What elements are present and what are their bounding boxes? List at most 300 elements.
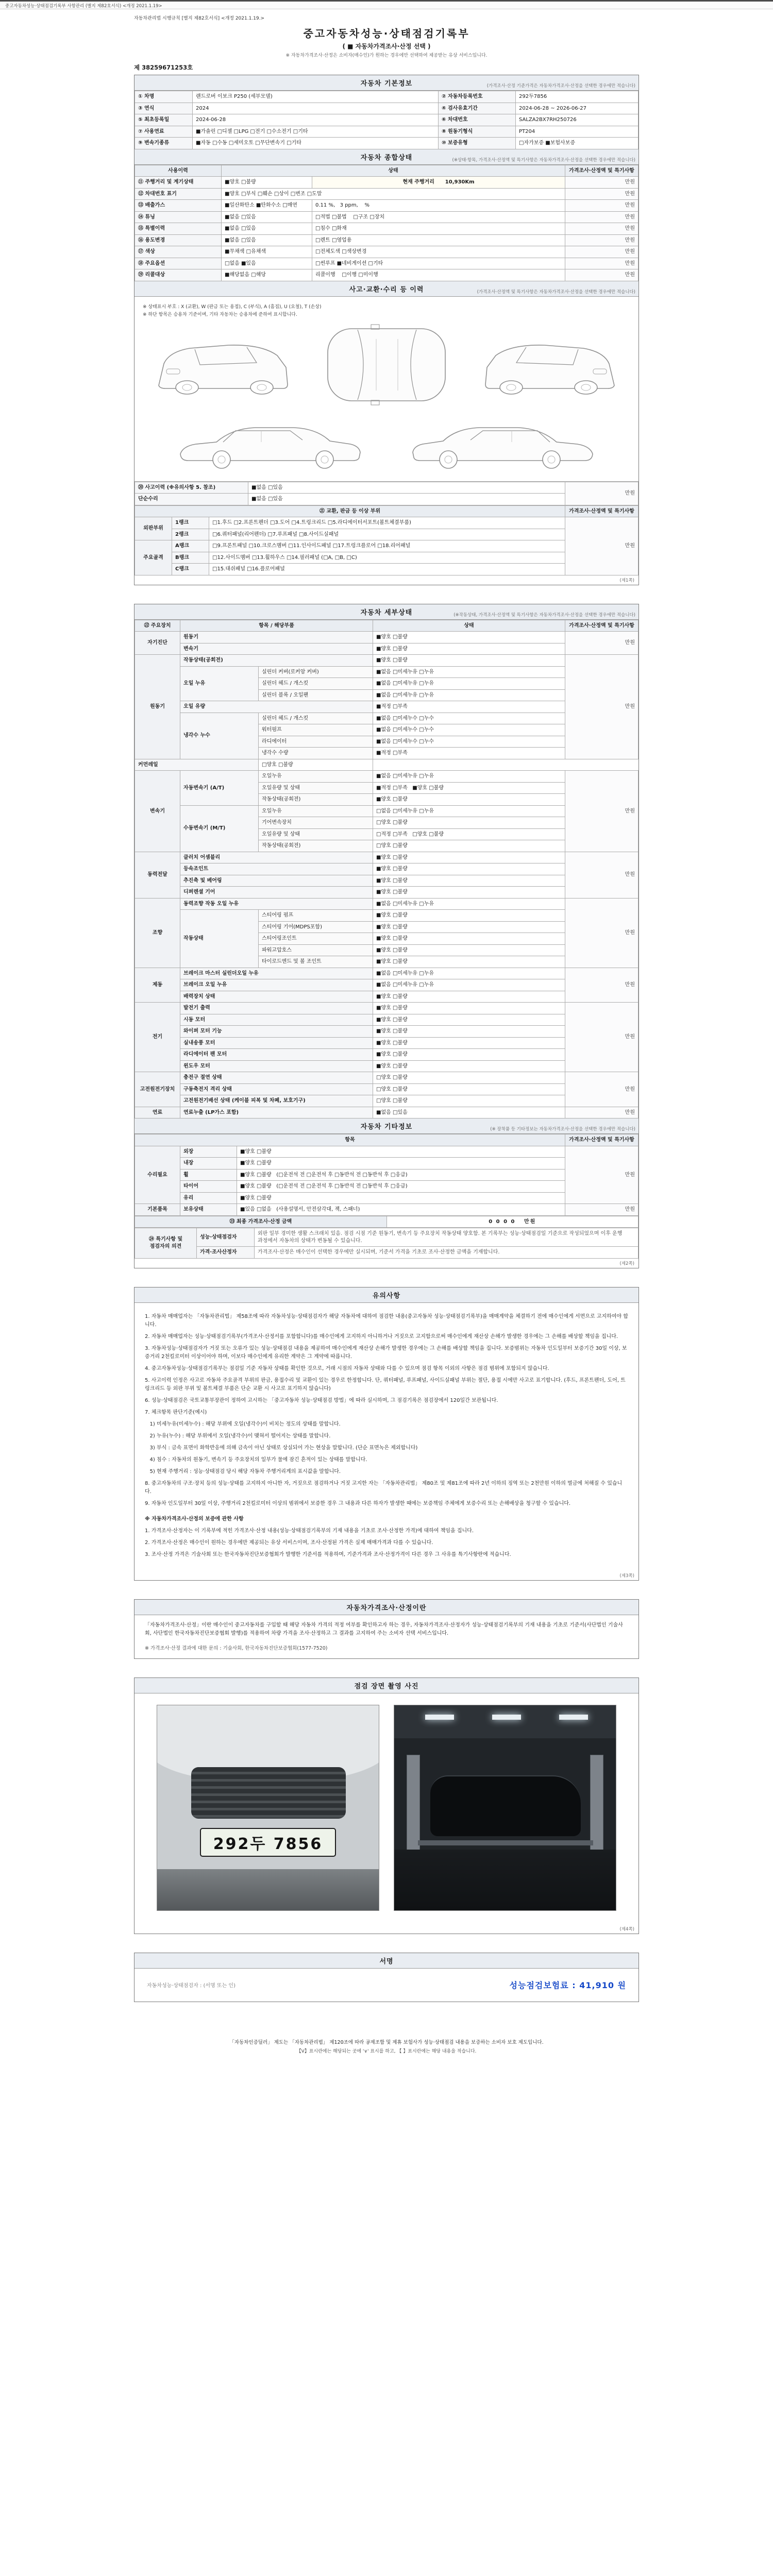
table-row (135, 1204, 638, 1216)
table-cell: □12.사이드멤버 □13.휠하우스 □14.필러패널 (□A, □B, □C) (209, 552, 565, 564)
inspection-valid-period: 2024-06-28 ~ 2026-06-27 (516, 103, 638, 114)
table-cell: 오일유량 및 상태 (259, 782, 373, 794)
table-cell: 라디에이터 (259, 736, 373, 748)
etc-info-table (135, 1134, 638, 1216)
table-row (135, 1107, 638, 1118)
insurance-fee: 성능점검보험료 : 41,910 원 (509, 1980, 626, 1990)
table-cell: ■없음 □미세누유 □누유 (373, 979, 565, 991)
table-cell: ■양호 □불량 (373, 921, 565, 933)
section-note: (※ 장착품 등 기타정보는 자동차가격조사·산정을 선택한 경우에만 적습니다) (490, 1127, 635, 1132)
top-bar-text: 중고자동차성능·상태점검기록부 사항관리 (별지 제82호서식) <개정 2021.1.19> (5, 4, 162, 9)
diagram-note: ※ 하단 항목은 승용차 기준이며, 기타 자동차는 승용차에 준하여 표시합니다. (143, 312, 297, 317)
table-row (135, 138, 638, 149)
car-diagram-top-view-icon (320, 324, 453, 406)
table-cell: 동력전달 (135, 852, 180, 898)
table-cell: ■일산화탄소 ■탄화수소 □매연 (222, 200, 312, 212)
table-cell: ③ 연식 (135, 103, 193, 114)
table-cell: ■양호 □불량 (373, 956, 565, 968)
table-cell: 수동변속기 (M/T) (180, 805, 259, 852)
table-cell: □양호 □불량 (373, 817, 565, 829)
section-title: 사고·교환·수리 등 이력 (349, 285, 424, 294)
table-cell: 냉각수 누수 (180, 713, 259, 759)
signature-section (134, 1953, 639, 2002)
table-cell: 성능·상태점검자 (197, 1228, 255, 1247)
table-row (135, 211, 638, 223)
table-row (135, 1192, 638, 1204)
table-cell: 오일 유량 (180, 701, 373, 713)
section-note: (가격조사·산정 기준가격은 자동차가격조사·산정을 선택한 경우에만 적습니다) (486, 83, 635, 89)
section-title: 자동차 기본정보 (360, 80, 413, 88)
table-cell: 만원 (565, 269, 638, 281)
table-cell: 타이어 (180, 1181, 237, 1193)
table-row (135, 552, 638, 564)
table-cell: 보유상태 (180, 1204, 237, 1216)
table-row (135, 1134, 638, 1146)
table-row (135, 1014, 638, 1026)
notice-item: 2) 누유(누수) : 해당 부위에서 오일(냉각수)이 맺혀서 떨어지는 상태를 말합니다. (145, 1433, 331, 1439)
table-row (135, 1049, 638, 1061)
notice-item: 3. 조사·산정 가격은 기술사회 또는 한국자동차진단보증협회가 발행한 기준서를 적용하며, 기준가격과 조사·산정가격이 다른 경우 그 사유를 특기사항란에 적습니다. (145, 1551, 511, 1557)
appraiser-opinion: 가격조사·산정은 매수인이 선택한 경우에만 실시되며, 기준서 가격을 기초로 조사·산정한 금액을 기재합니다. (255, 1247, 638, 1259)
notice-item: 2. 가격조사·산정은 매수인이 원하는 경우에만 제공되는 유상 서비스이며, 조사·산정된 가격은 실제 매매가격과 다를 수 있습니다. (145, 1539, 433, 1546)
photo-license-plate (157, 1705, 379, 1911)
table-cell: ■없음 □미세누유 □누유 (373, 666, 565, 678)
section-title: 서명 (379, 1957, 394, 1965)
section-note: (※작동상태, 가격조사·산정액 및 특기사항은 자동차가격조사·산정을 선택한 경우에만 적습니다) (453, 612, 635, 618)
table-row (135, 713, 638, 724)
table-cell: ⑨ 변속기종류 (135, 138, 193, 149)
page-marker: (제2쪽) (619, 1261, 634, 1266)
model-year: 2024 (193, 103, 439, 114)
inspection-photos (135, 1693, 638, 1924)
table-cell: ■적정 □부족 (373, 701, 565, 713)
table-row (135, 188, 638, 200)
table-row (135, 1181, 638, 1193)
table-row (135, 1158, 638, 1170)
table-row (135, 540, 638, 552)
car-diagram-front-quarter-icon (146, 324, 300, 406)
notice-item: 5. 사고이력 인정은 사고로 자동차 주요골격 부위의 판금, 용접수리 및 교환이 있는 경우로 한정합니다. 단, 쿼터패널, 루프패널, 사이드실패널 부위는 절단, 용접 시에만 사고로 표기합니다. (후드, 프론트펜더, 도어, 트렁크리드 등 외판 부위 및 볼트체결 부품은 단순 교환 시 사고로 표기하지 않습니다) (145, 1377, 626, 1392)
table-row (135, 517, 638, 529)
table-cell: ■없음 □미세누수 □누수 (373, 724, 565, 736)
table-cell: B랭크 (172, 552, 209, 564)
table-row (135, 771, 638, 783)
table-cell: ■없음 □미세누유 □누유 (373, 678, 565, 690)
basic-info-table (135, 91, 638, 149)
pricing-info-note: ※ 가격조사·산정 결과에 대한 문의 : 기술사회, 한국자동차진단보증협회(1577-7520) (145, 1645, 328, 1651)
table-cell: ⑳ 사고이력 (※유의사항 5. 참조) (135, 482, 248, 494)
notice-item: 3) 부식 : 금속 표면이 화학반응에 의해 금속이 아닌 상태로 상실되어 가는 현상을 말합니다. (단순 표면녹은 제외합니다) (145, 1445, 418, 1451)
table-cell: 항목 / 해당부품 (180, 620, 373, 632)
table-cell: 만원 (565, 1107, 638, 1118)
notice-item: 2. 자동차 매매업자는 성능·상태점검기록부(가격조사·산정서를 포함합니다)를 매수인에게 고지하지 아니하거나 거짓으로 고지함으로써 매수인에게 재산상 손해가 발생한 경우에는 그 손해를 배상할 책임을 집니다. (145, 1333, 618, 1340)
table-row (135, 246, 638, 258)
table-row (135, 968, 638, 979)
table-row (135, 114, 638, 126)
table-cell: ■양호 □불량 (□운전석 전 □운전석 후 □동반석 전 □동반석 후 □응급) (237, 1181, 565, 1193)
page-marker: (제3쪽) (619, 1573, 634, 1579)
table-cell: 가격조사·산정액 및 특기사항 (565, 165, 638, 177)
current-mileage: 현재 주행거리 10,930Km (312, 177, 565, 189)
table-row (135, 863, 638, 875)
table-cell: 만원 (565, 655, 638, 759)
notice-item: 4) 침수 : 자동차의 원동기, 변속기 등 주요장치의 일부가 물에 잠긴 흔적이 있는 상태를 말합니다. (145, 1456, 367, 1463)
table-cell: 만원 (565, 177, 638, 189)
table-cell: 구동축전지 격리 상태 (180, 1083, 373, 1095)
table-cell: 내장 (180, 1158, 237, 1170)
table-row (135, 632, 638, 643)
table-row (135, 482, 638, 494)
document (134, 9, 639, 2070)
table-cell: 가격조사·산정액 및 특기사항 (565, 505, 638, 517)
table-row (135, 126, 638, 138)
signature-line: 자동차성능·상태점검자 : (서명 또는 인) (147, 1983, 236, 1989)
ceiling-light-icon (559, 1715, 588, 1720)
workshop-ceiling (394, 1705, 616, 1738)
table-cell: ㉑ 교환, 판금 등 이상 부위 (135, 505, 565, 517)
table-cell: ■없음 □미세누수 □누수 (373, 736, 565, 748)
table-cell: 만원 (565, 223, 638, 235)
page-subtitle: ( ■ 자동차가격조사·산정 선택 ) (342, 43, 431, 50)
table-cell: ■없음 □있음 (373, 1107, 565, 1118)
table-cell: 만원 (565, 246, 638, 258)
table-cell: ■양호 □불량 (373, 910, 565, 922)
form-reference: 자동차관리법 시행규칙 [별지 제82호서식] <개정 2021.1.19.> (134, 16, 265, 21)
table-cell: □없음 □미세누유 □누유 (373, 805, 565, 817)
table-cell: ■양호 □불량 (222, 177, 312, 189)
table-cell: ⑮ 특별이력 (135, 223, 222, 235)
table-cell: 변속기 (180, 643, 373, 655)
table-cell: 오일유량 및 상태 (259, 828, 373, 840)
table-cell: 오일누유 (259, 805, 373, 817)
final-appraisal-amount: 0 0 0 0 만원 (386, 1216, 638, 1228)
table-cell: ■없음 □있음 (248, 482, 565, 494)
table-cell: 제동 (135, 968, 180, 1003)
section-title: 자동차가격조사·산정이란 (346, 1604, 427, 1612)
notice-item: 9. 자동차 인도일부터 30일 이상, 주행거리 2천킬로미터 이상의 범위에서 보증한 경우 그 내용과 다른 하자가 발생한 때에는 보증책임 주체에게 보증수리 또는 손해배상을 청구할 수 있습니다. (145, 1500, 571, 1506)
table-cell: 스티어링 기어(MDPS포함) (259, 921, 373, 933)
table-cell: ⑥ 차대번호 (439, 114, 516, 126)
footer-line-2: 【V】표시란에는 해당되는 곳에 '∨' 표시를 하고, 【 】표시란에는 해당 내용을 적습니다. (296, 2048, 477, 2054)
pricing-info-body: 「자동차가격조사·산정」이란 매수인이 중고자동차를 구입할 때 해당 자동차 가격의 적정 여부를 확인하고자 하는 경우, 자동차가격조사·산정자가 성능·상태점검기록부의 기재 내용을 기초로 기준서(사단법인 기술사회, 사단법인 한국자동차진단보증협회 발행)를 적용하여 차량 가격을 조사·산정하고 그 결과를 고지하여 주는 소비자 선택 서비스입니다. (145, 1622, 623, 1636)
car-diagrams-bottom-row (143, 410, 630, 472)
table-row (135, 494, 638, 505)
table-cell: ㉓ 최종 가격조사·산정 금액 (135, 1216, 387, 1228)
table-cell: 2랭크 (172, 529, 209, 540)
notice-item: 1. 가격조사·산정자는 이 기록부에 적힌 가격조사·산정 내용(성능·상태점검기록부의 기재 내용을 기초로 조사·산정한 가격)에 대하여 책임을 집니다. (145, 1528, 474, 1534)
table-cell: ■양호 □불량 (373, 944, 565, 956)
sheet-pricing-info (134, 1599, 639, 1659)
footer-line-1: 「자동차인증딜러」 제도는 「자동차관리법」 제120조에 따라 공제조합 및 제휴 보험사가 성능·상태점검 내용을 보증하는 소비자 보호 제도입니다. (229, 2039, 544, 2045)
section-overall-header (135, 149, 638, 165)
table-row (135, 666, 638, 678)
table-cell: ■양호 □불량 (373, 632, 565, 643)
table-cell: □전체도색 □색상변경 (312, 246, 565, 258)
table-cell: ■양호 □불량 (373, 1060, 565, 1072)
photo-car-on-lift (394, 1705, 616, 1911)
table-cell: 스티어링 펌프 (259, 910, 373, 922)
table-cell: 배력장치 상태 (180, 991, 373, 1003)
table-row (135, 852, 638, 863)
first-registration-date: 2024-06-28 (193, 114, 439, 126)
table-cell: ■없음 □있음 (248, 494, 565, 505)
panel-rank-table (135, 505, 638, 575)
vin: SALZA2BX7RH250726 (516, 114, 638, 126)
table-row (135, 898, 638, 910)
table-row (135, 177, 638, 189)
section-pricing-info-header (135, 1600, 638, 1615)
table-cell: 휠 (180, 1169, 237, 1181)
table-cell: □1.후드 □2.프론트펜더 □3.도어 □4.트렁크리드 □5.라디에이터서포트(볼트체결부품) (209, 517, 565, 529)
page-title: 중고자동차성능·상태점검기록부 (303, 27, 470, 40)
table-cell: 고전원전기배선 상태 (케이블 피복 및 차폐, 보호기구) (180, 1095, 373, 1107)
table-row (135, 165, 638, 177)
table-cell: ⑧ 원동기형식 (439, 126, 516, 138)
ceiling-light-icon (425, 1715, 454, 1720)
section-title: 자동차 기타정보 (360, 1123, 413, 1131)
fuel-type: ■가솔린 □디젤 □LPG □전기 □수소전기 □기타 (193, 126, 439, 138)
engine-type: PT204 (516, 126, 638, 138)
table-cell: ⑫ 차대번호 표기 (135, 188, 222, 200)
table-row (135, 643, 638, 655)
table-row (135, 1003, 638, 1014)
section-notice-header (135, 1287, 638, 1303)
table-cell: 워터펌프 (259, 724, 373, 736)
table-cell: 수리필요 (135, 1146, 180, 1204)
workshop-floor (394, 1850, 616, 1910)
table-cell: 실린더 헤드 / 개스킷 (259, 678, 373, 690)
table-row (135, 200, 638, 212)
table-cell: ■없음 □있음 (222, 234, 312, 246)
table-cell: 등속조인트 (180, 863, 373, 875)
state-code-legend: ※ 상태표시 부호 : X (교환), W (판금 또는 용접), C (부식), A (흠집), U (요철), T (손상) (143, 304, 322, 310)
section-title: 점검 장면 촬영 사진 (354, 1682, 419, 1690)
table-cell: 1랭크 (172, 517, 209, 529)
table-row (135, 1037, 638, 1049)
table-cell: ■양호 □불량 (373, 1014, 565, 1026)
section-title: 자동차 종합상태 (360, 154, 413, 162)
car-diagram-left-side-icon (173, 410, 368, 472)
table-cell: □15.대쉬패널 □16.플로어패널 (209, 564, 565, 575)
table-row (135, 1095, 638, 1107)
table-cell: ■양호 □불량 (373, 875, 565, 887)
table-cell: 가격조사·산정액 및 특기사항 (565, 1134, 638, 1146)
table-cell: 작동상태 (180, 910, 259, 968)
table-cell: ⑲ 리콜대상 (135, 269, 222, 281)
table-row (135, 91, 638, 103)
table-cell: 가격조사·산정액 및 특기사항 (565, 620, 638, 632)
table-row (135, 529, 638, 540)
table-cell: 시동 모터 (180, 1014, 373, 1026)
section-note: (※상태·항목, 가격조사·산정액 및 특기사항은 자동차가격조사·산정을 선택한 경우에만 적습니다) (452, 157, 635, 163)
table-cell: 만원 (565, 1003, 638, 1072)
table-cell: 만원 (565, 632, 638, 655)
section-etc-header (135, 1118, 638, 1134)
car-silhouette (430, 1775, 581, 1836)
table-cell: ■양호 □불량 (373, 1049, 565, 1061)
table-cell: 오일 누유 (180, 666, 259, 701)
table-cell: □양호 □불량 (373, 1072, 565, 1084)
table-row (135, 979, 638, 991)
table-cell: 항목 (135, 1134, 565, 1146)
table-cell: ■적정 □부족 (373, 748, 565, 759)
notice-item: 4. 중고자동차성능·상태점검기록부는 점검일 기준 자동차 상태를 확인한 것으로, 거래 시점의 자동차 상태와 다를 수 있으며 점검 항목 이외의 사항은 점검 범위에 포함되지 않습니다. (145, 1365, 549, 1371)
table-cell: ⑪ 주행거리 및 계기상태 (135, 177, 222, 189)
notice-item: 1. 자동차 매매업자는 「자동차관리법」 제58조에 따라 자동차성능·상태점검자가 해당 자동차에 대하여 점검한 내용(중고자동차 성능·상태점검기록부)을 매매계약을 체결하기 전에 매수인에게 서면으로 고지하여야 합니다. (145, 1313, 628, 1328)
table-cell: 만원 (565, 517, 638, 575)
table-cell: ① 차명 (135, 91, 193, 103)
table-row (135, 1026, 638, 1038)
table-row (135, 1247, 638, 1259)
table-cell: 리콜이행 □이행 □미이행 (312, 269, 565, 281)
table-cell: C랭크 (172, 564, 209, 575)
table-cell: 스티어링조인트 (259, 933, 373, 945)
table-cell: 유리 (180, 1192, 237, 1204)
car-diagram-right-side-icon (405, 410, 600, 472)
table-cell: ■없음 □미세누유 □누유 (373, 689, 565, 701)
table-row (135, 805, 638, 817)
table-cell: 변속기 (135, 771, 180, 852)
section-basic-info-header (135, 75, 638, 91)
table-row (135, 991, 638, 1003)
table-row (135, 223, 638, 235)
table-cell: 만원 (565, 482, 638, 505)
table-cell: □침수 □화재 (312, 223, 565, 235)
detail-condition-table (135, 620, 638, 1119)
table-row (135, 655, 638, 667)
table-row (135, 1072, 638, 1084)
table-cell: ■없음 □미세누수 □누수 (373, 713, 565, 724)
table-cell: ■양호 □불량 (373, 655, 565, 667)
table-cell: 발전기 출력 (180, 1003, 373, 1014)
overall-condition-table (135, 165, 638, 281)
table-row (135, 910, 638, 922)
table-cell: 만원 (565, 1204, 638, 1216)
table-cell: □6.쿼터패널(리어펜더) □7.루프패널 □8.사이드실패널 (209, 529, 565, 540)
section-note: (가격조사·산정액 및 특기사항은 자동차가격조사·산정을 선택한 경우에만 적습니다) (477, 289, 635, 295)
table-cell: 연료 (135, 1107, 180, 1118)
table-row (135, 505, 638, 517)
table-cell: 실린더 헤드 / 개스킷 (259, 713, 373, 724)
section-detail-header (135, 604, 638, 620)
section-title: 자동차 세부상태 (360, 608, 413, 617)
table-cell: 파워고압호스 (259, 944, 373, 956)
table-cell: 냉각수 수량 (259, 748, 373, 759)
table-cell: 기어변속장치 (259, 817, 373, 829)
notice-item: 1) 미세누유(미세누수) : 해당 부위에 오일(냉각수)이 비치는 정도의 상태를 말합니다. (145, 1421, 341, 1427)
table-cell: A랭크 (172, 540, 209, 552)
table-cell: □렌트 □영업용 (312, 234, 565, 246)
accident-diagram-area (135, 297, 638, 482)
table-cell: ■무채색 □유채색 (222, 246, 312, 258)
table-cell: 클러치 어셈블리 (180, 852, 373, 863)
table-cell: 작동상태(공회전) (259, 840, 373, 852)
notice-item: 8. 중고자동차의 구조·장치 등의 성능·상태를 고지하지 아니한 자, 거짓으로 점검하거나 거짓 고지한 자는 「자동차관리법」 제80조 및 제81조에 따라 2년 이하의 징역 또는 2천만원 이하의 벌금에 처해질 수 있습니다. (145, 1480, 623, 1495)
table-cell: 와이퍼 모터 기능 (180, 1026, 373, 1038)
table-cell: ■없음 □있음 (222, 211, 312, 223)
car-grille-shape (191, 1767, 346, 1819)
table-cell: ■해당없음 □해당 (222, 269, 312, 281)
table-cell: ⑭ 튜닝 (135, 211, 222, 223)
table-cell: □9.프론트패널 □10.크로스멤버 □11.인사이드패널 □17.트렁크플로어 □18.리어패널 (209, 540, 565, 552)
table-cell: ⑬ 배출가스 (135, 200, 222, 212)
table-cell: 자기진단 (135, 632, 180, 655)
table-row (135, 701, 638, 713)
table-cell: 만원 (565, 1146, 638, 1204)
table-cell: 만원 (565, 1072, 638, 1107)
table-cell: 연료누출 (LP가스 포함) (180, 1107, 373, 1118)
table-cell: ■양호 □부식 □훼손 □상이 □변조 □도말 (222, 188, 565, 200)
sheet-photos (134, 1677, 639, 1934)
table-cell: 실린더 블록 / 오일팬 (259, 689, 373, 701)
table-cell: □적법 □불법 □구조 □장치 (312, 211, 565, 223)
table-cell: ■없음 □미세누유 □누유 (373, 898, 565, 910)
table-row (135, 269, 638, 281)
table-cell: 자동변속기 (A/T) (180, 771, 259, 806)
table-cell: 동력조향 작동 오일 누유 (180, 898, 373, 910)
table-cell: 오일누유 (259, 771, 373, 783)
transmission-type: ■자동 □수동 □세미오토 □무단변속기 □기타 (193, 138, 439, 149)
table-row (135, 234, 638, 246)
notice-item: 5) 현재 주행거리 : 성능·상태점검 당시 해당 자동차 주행거리계의 표시값을 말합니다. (145, 1468, 341, 1475)
table-cell: ■양호 □불량 (□운전석 전 □운전석 후 □동반석 전 □동반석 후 □응급) (237, 1169, 565, 1181)
lift-platform (418, 1840, 593, 1845)
notice-item: 3. 자동차성능·상태점검자가 거짓 또는 오류가 있는 성능·상태점검 내용을 제공하여 매수인에게 재산상 손해가 발생한 경우에는 그 손해를 배상할 책임을 집니다. 보증범위는 자동차 인도일부터 보증기간 30일 이상, 보증거리 2천킬로미터 이상이어야 하며, 이보다 매수인에게 유리한 계약은 그 계약에 따릅니다. (145, 1345, 627, 1360)
table-cell: ■양호 □불량 (237, 1146, 565, 1158)
sheet-detail-etc (134, 604, 639, 1268)
warranty-type: □자가보증 ■보험사보증 (516, 138, 638, 149)
table-cell: 가격·조사산정자 (197, 1247, 255, 1259)
table-row (135, 1228, 638, 1247)
table-cell: 고전원전기장치 (135, 1072, 180, 1107)
table-cell: ■양호 □불량 (373, 991, 565, 1003)
table-row (135, 1216, 638, 1228)
table-cell: 만원 (565, 771, 638, 852)
sheet-basic-overall-accident (134, 75, 639, 585)
table-cell: □적정 □부족 □양호 □불량 (373, 828, 565, 840)
table-row (135, 564, 638, 575)
signature-body (135, 1969, 638, 2002)
table-row (135, 1083, 638, 1095)
table-cell: 라디에이터 팬 모터 (180, 1049, 373, 1061)
table-cell: ■양호 □불량 (373, 1003, 565, 1014)
sheet-notice (134, 1287, 639, 1581)
table-cell: 상태 (222, 165, 565, 177)
table-cell: 디퍼렌셜 기어 (180, 887, 373, 899)
table-cell: ■양호 □불량 (373, 852, 565, 863)
table-cell: 타이로드엔드 및 볼 조인트 (259, 956, 373, 968)
table-cell: ■없음 □미세누유 □누유 (373, 771, 565, 783)
table-cell: 원동기 (135, 655, 180, 759)
accident-history-table (135, 482, 638, 505)
table-cell: 실내송풍 모터 (180, 1037, 373, 1049)
table-cell: ⑤ 최초등록일 (135, 114, 193, 126)
table-cell: ㉒ 주요장치 (135, 620, 180, 632)
table-cell: 만원 (565, 968, 638, 1003)
table-cell: 전기 (135, 1003, 180, 1072)
table-cell: ■양호 □불량 (237, 1158, 565, 1170)
car-diagrams-top-row (146, 324, 627, 406)
table-row (135, 258, 638, 269)
table-cell: ⑯ 용도변경 (135, 234, 222, 246)
table-cell: ⑦ 사용연료 (135, 126, 193, 138)
table-cell: ■있음 □없음 (사용설명서, 안전삼각대, 잭, 스패너) (237, 1204, 565, 1216)
table-row (135, 1060, 638, 1072)
license-plate: 292두 7856 (200, 1828, 336, 1857)
table-cell: 만원 (565, 898, 638, 968)
table-cell: ■양호 □불량 (373, 887, 565, 899)
table-cell: 만원 (565, 852, 638, 898)
